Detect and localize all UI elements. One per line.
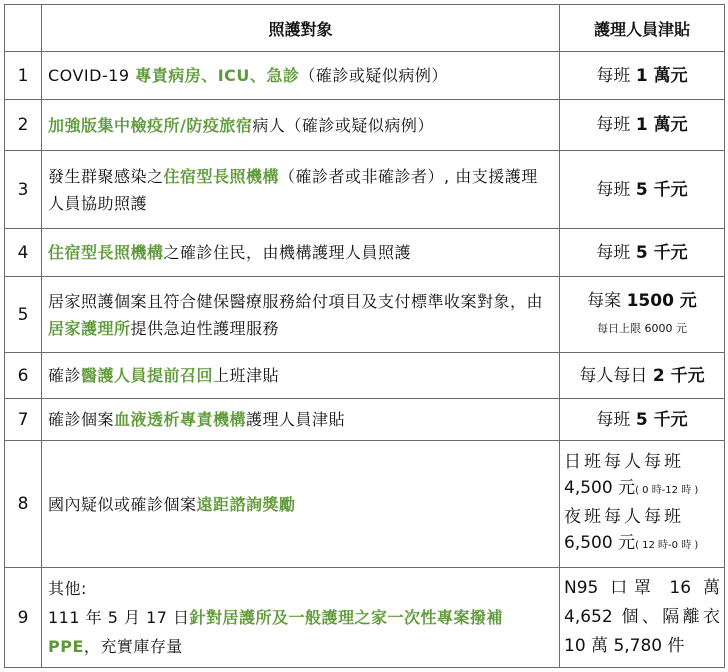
target-text: 111 年 5 月 17 日: [48, 608, 190, 627]
table-row: [5, 100, 725, 151]
row-allowance: [560, 353, 725, 399]
row-allowance: [560, 399, 725, 441]
header-blank: [5, 5, 42, 52]
target-text: 發生群聚感染之: [48, 166, 164, 186]
row-target: [42, 229, 560, 277]
row-allowance: [560, 52, 725, 100]
night-hours: ( 12 時-0 時 ): [635, 540, 699, 551]
allowance-table: [4, 4, 725, 668]
target-text: 國內疑似或確診個案: [48, 494, 197, 514]
table-row: [5, 151, 725, 229]
target-highlight: 遠距諮詢獎勵: [196, 494, 296, 514]
row-allowance: N95 口罩 16 萬 4,652 個、隔離衣 10 萬 5,780 件: [560, 568, 725, 668]
target-text: 之確診住民，由機構護理人員照護: [163, 243, 412, 262]
table-row: [5, 229, 725, 277]
target-highlight: 住宿型長照機構: [163, 166, 280, 186]
day-amount: 4,500 元: [564, 478, 636, 498]
target-text: 提供急迫性護理服務: [130, 318, 280, 338]
allowance-prefix: 每班: [596, 409, 636, 430]
target-text: ，充實庫存量: [83, 637, 183, 656]
day-shift-amount: [564, 475, 720, 504]
row-target: [42, 52, 560, 100]
table-row: [5, 441, 725, 568]
table-row: [5, 52, 725, 100]
day-hours: ( 0 時-12 時 ): [635, 485, 699, 496]
target-text: 上班津貼: [213, 366, 280, 385]
row-number: 1: [5, 52, 42, 100]
day-shift-label: 日班每人每班: [564, 452, 684, 472]
row-number: 3: [5, 151, 42, 229]
row-number: 2: [5, 100, 42, 151]
row-target: [42, 353, 560, 399]
row-target: [42, 399, 560, 441]
allowance-note: 每日上限 6000 元: [597, 321, 687, 335]
target-highlight: 住宿型長照機構: [48, 243, 164, 262]
row-target: [42, 277, 560, 353]
night-shift-amount: [564, 530, 720, 559]
allowance-amount: 5 千元: [635, 179, 688, 200]
allowance-amount: 5 千元: [635, 409, 688, 430]
target-text: 病人（確診或疑似病例）: [252, 115, 434, 135]
header-allowance: 護理人員津貼: [560, 5, 725, 52]
target-highlight: 居家護理所: [48, 318, 131, 338]
row-target: [42, 441, 560, 568]
table-row: [5, 399, 725, 441]
header-target: 照護對象: [42, 5, 560, 52]
allowance-amount: 1 萬元: [635, 115, 688, 135]
row-number: 6: [5, 353, 42, 399]
table-row: [5, 568, 725, 668]
target-highlight: 醫護人員提前召回: [81, 366, 214, 385]
allowance-prefix: 每班: [596, 179, 636, 200]
table-header-row: [5, 5, 725, 52]
row-number: 8: [5, 441, 42, 568]
allowance-amount: 5 千元: [635, 242, 688, 263]
target-highlight: 專責病房、ICU、急診: [135, 66, 300, 85]
target-highlight: 血液透析專責機構: [114, 410, 247, 429]
row-allowance: [560, 441, 725, 568]
allowance-amount: 1 萬元: [635, 65, 688, 86]
row-number: 4: [5, 229, 42, 277]
row-allowance: [560, 151, 725, 229]
row-allowance: [560, 277, 725, 353]
other-label: 其他:: [48, 579, 87, 598]
table-row: [5, 277, 725, 353]
target-text: （確診或疑似病例）: [299, 66, 448, 85]
allowance-amount: 1500 元: [626, 290, 697, 311]
target-text: 居家照護個案且符合健保醫療服務給付項目及支付標準收案對象，由: [48, 291, 544, 311]
row-target: [42, 100, 560, 151]
night-amount: 6,500 元: [564, 533, 636, 553]
target-text: 確診: [48, 366, 82, 385]
target-highlight: 針對居護所及一般護理之家一次性專案撥補 PPE: [48, 608, 504, 656]
target-text: 確診個案: [48, 410, 115, 429]
allowance-prefix: 每人每日: [579, 365, 653, 386]
target-content: [48, 603, 553, 661]
row-allowance: [560, 100, 725, 151]
target-text: 護理人員津貼: [246, 410, 346, 429]
allowance-prefix: 每班: [596, 115, 636, 135]
row-allowance: [560, 229, 725, 277]
row-number: 7: [5, 399, 42, 441]
target-text: COVID-19: [48, 66, 136, 85]
allowance-amount: 2 千元: [652, 365, 705, 386]
table-row: [5, 353, 725, 399]
allowance-prefix: 每班: [596, 65, 636, 86]
allowance-prefix: 每班: [596, 242, 636, 263]
row-number: 5: [5, 277, 42, 353]
night-shift-label: 夜班每人每班: [564, 507, 684, 527]
target-text: （確診者或非確診者）, 由支援護理人員協助照護: [48, 166, 538, 213]
allowance-prefix: 每案: [587, 290, 627, 311]
row-number: 9: [5, 568, 42, 668]
row-target: [42, 151, 560, 229]
target-highlight: 加強版集中檢疫所/防疫旅宿: [48, 115, 253, 135]
row-target: [42, 568, 560, 668]
